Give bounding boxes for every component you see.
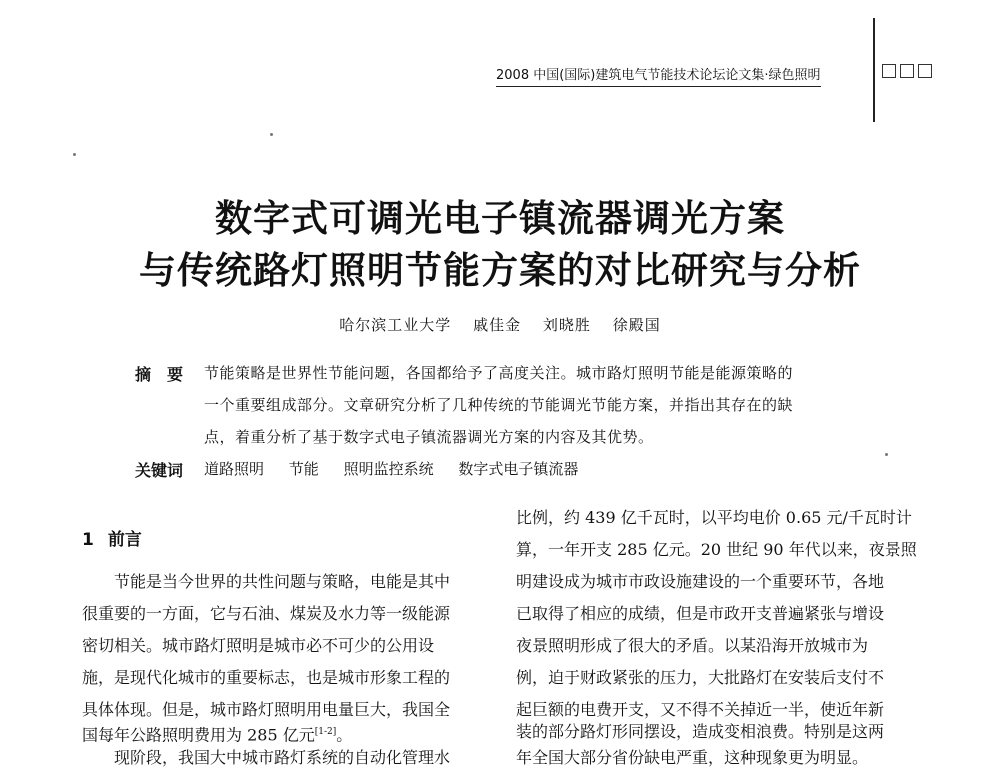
- scan-speck: [73, 153, 76, 156]
- scan-speck: [885, 453, 888, 456]
- body-line: 明建设成为城市市政设施建设的一个重要环节，各地: [516, 572, 885, 591]
- body-line: 节能是当今世界的共性问题与策略，电能是其中: [82, 572, 451, 591]
- body-line: 密切相关。城市路灯照明是城市必不可少的公用设: [82, 636, 435, 655]
- header-decoration: [882, 64, 932, 78]
- body-line: 很重要的一方面，它与石油、煤炭及水力等一级能源: [82, 604, 451, 623]
- keyword: 节能: [288, 460, 319, 478]
- body-line: [82, 722, 482, 745]
- keyword: 数字式电子镇流器: [458, 460, 579, 478]
- body-line: 例，迫于财政紧张的压力，大批路灯在安装后支付不: [516, 668, 885, 687]
- header-divider: [873, 18, 875, 122]
- section-title: 前言: [107, 530, 142, 550]
- body-line: 夜景照明形成了很大的矛盾。以某沿海开放城市为: [516, 636, 869, 655]
- keyword: 照明监控系统: [343, 460, 434, 478]
- body-line: 具体体现。但是，城市路灯照明用电量巨大，我国全: [82, 700, 451, 719]
- scan-speck: [270, 133, 273, 136]
- body-line-partial: 现阶段，我国大中城市路灯系统的自动化管理水: [82, 748, 451, 767]
- author-name: 戚佳金: [473, 316, 522, 334]
- abstract-line: 一个重要组成部分。文章研究分析了几种传统的节能调光节能方案，并指出其存在的缺: [204, 396, 794, 414]
- body-text: 。: [336, 725, 353, 745]
- keywords-list: [204, 458, 598, 479]
- body-line: 装的部分路灯形同摆设，造成变相浪费。特别是这两: [516, 722, 885, 741]
- body-line: 起巨额的电费开支，又不得不关掉近一半，使近年新: [516, 700, 885, 719]
- keyword: 道路照明: [204, 460, 265, 478]
- body-line: 施，是现代化城市的重要标志，也是城市形象工程的: [82, 668, 451, 687]
- decor-box: [882, 64, 896, 78]
- body-line: 比例，约 439 亿千瓦时，以平均电价 0.65 元/千瓦时计: [516, 508, 912, 527]
- body-line: 已取得了相应的成绩，但是市政开支普遍紧张与增设: [516, 604, 885, 623]
- running-header: 2008 中国(国际)建筑电气节能技术论坛论文集·绿色照明: [496, 64, 821, 87]
- citation: [1-2]: [314, 727, 337, 737]
- decor-box: [918, 64, 932, 78]
- section-number: 1: [82, 530, 94, 550]
- body-line: 算，一年开支 285 亿元。20 世纪 90 年代以来，夜景照: [516, 540, 917, 559]
- affiliation: 哈尔滨工业大学: [339, 316, 452, 334]
- author-name: 刘晓胜: [542, 316, 591, 334]
- decor-box: [900, 64, 914, 78]
- body-text: 国每年公路照明费用为 285 亿元: [82, 725, 315, 745]
- abstract-line: 点，着重分析了基于数字式电子镇流器调光方案的内容及其优势。: [204, 428, 654, 446]
- abstract-line: 节能策略是世界性节能问题，各国都给予了高度关注。城市路灯照明节能是能源策略的: [204, 364, 794, 382]
- keywords-label: 关键词: [135, 461, 184, 480]
- author-name: 徐殿国: [612, 316, 661, 334]
- author-line: [0, 314, 1000, 335]
- body-line-partial: 年全国大部分省份缺电严重，这种现象更为明显。: [516, 748, 869, 767]
- abstract-label: 摘 要: [135, 365, 184, 384]
- section-heading: [82, 525, 142, 550]
- paper-title-line-2: 与传统路灯照明节能方案的对比研究与分析: [139, 249, 861, 292]
- paper-title-line-1: 数字式可调光电子镇流器调光方案: [215, 197, 785, 240]
